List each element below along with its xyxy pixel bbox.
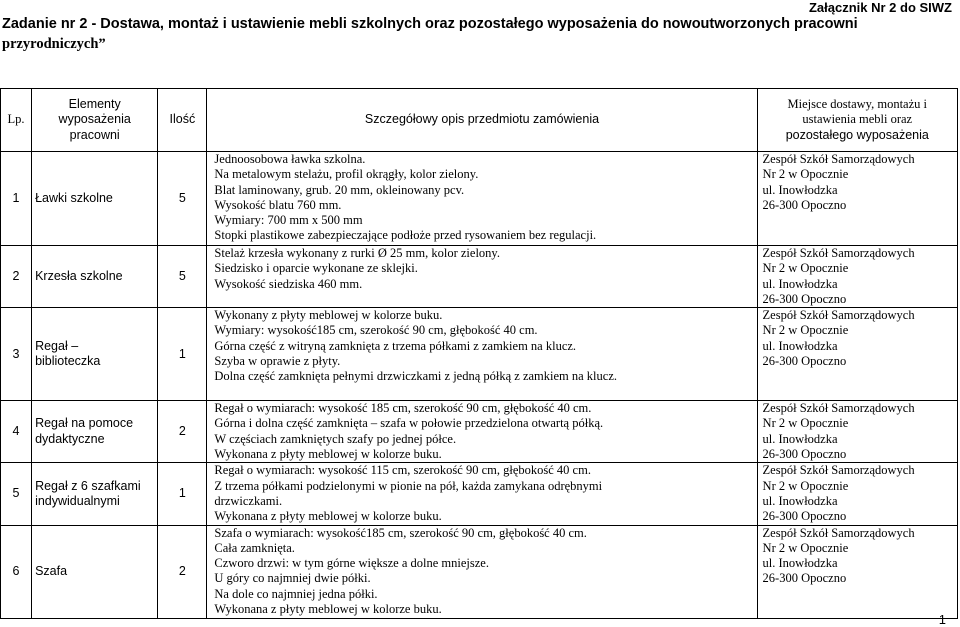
row-ilosc: 2 <box>158 525 207 618</box>
row-element-line: Regał z 6 szafkami <box>35 478 141 493</box>
row-opis-line: Szafa o wymiarach: wysokość185 cm, szerokość 90 cm, głębokość 40 cm. <box>214 525 587 540</box>
row-element <box>32 246 158 308</box>
row-opis-line: Wysokość siedziska 460 mm. <box>214 276 363 291</box>
row-opis-line: Szyba w oprawie z płyty. <box>214 354 341 369</box>
table-row <box>1 152 958 246</box>
row-miejsce <box>757 463 957 525</box>
table-row <box>1 525 958 618</box>
row-element-line: Regał – <box>35 338 79 353</box>
row-ilosc: 5 <box>158 152 207 246</box>
row-miejsce-line: 26-300 Opoczno <box>762 197 847 212</box>
row-miejsce-line: ul. Inowłodzka <box>762 276 838 291</box>
row-lp: 5 <box>1 463 32 525</box>
row-opis <box>207 463 757 525</box>
attachment-label: Załącznik Nr 2 do SIWZ <box>808 0 952 15</box>
row-opis-line: Górna część z witryną zamknięta z trzema półkami z zamkiem na klucz. <box>214 338 577 353</box>
row-opis-line: W częściach zamkniętych szafy po jednej półce. <box>214 431 457 446</box>
row-element-line: dydaktyczne <box>35 431 105 446</box>
row-opis-line: Cała zamknięta. <box>214 540 295 555</box>
row-opis-line: Górna i dolna część zamknięta – szafa w połowie przedzielona otwartą półką. <box>214 416 604 431</box>
header-ilosc: Ilość <box>158 89 207 152</box>
row-miejsce-line: Nr 2 w Opocznie <box>762 323 849 338</box>
row-opis-line: Wykonana z płyty meblowej w kolorze buku. <box>214 447 442 462</box>
table-row <box>1 463 958 525</box>
row-opis-line: Blat laminowany, grub. 20 mm, okleinowany pcv. <box>214 182 465 197</box>
row-opis <box>207 246 757 308</box>
row-miejsce-line: ul. Inowłodzka <box>762 182 838 197</box>
row-miejsce-line: Zespół Szkół Samorządowych <box>762 308 915 323</box>
furniture-table <box>0 88 958 619</box>
row-miejsce <box>757 308 957 401</box>
row-miejsce-line: Nr 2 w Opocznie <box>762 478 849 493</box>
header-elementy-line: Elementy <box>68 97 121 112</box>
row-miejsce-line: Zespół Szkół Samorządowych <box>762 246 915 260</box>
header-miejsce-line: Miejsce dostawy, montażu i <box>787 97 927 112</box>
row-ilosc: 1 <box>158 308 207 401</box>
title-line-2: przyrodniczych” <box>2 36 106 52</box>
document-title <box>2 14 952 54</box>
row-element <box>32 463 158 525</box>
table-row <box>1 246 958 308</box>
row-miejsce-line: 26-300 Opoczno <box>762 354 847 369</box>
row-miejsce-line: ul. Inowłodzka <box>762 556 838 571</box>
table-row <box>1 308 958 401</box>
row-opis <box>207 401 757 463</box>
header-elementy <box>32 89 158 152</box>
row-opis-line: Wykonana z płyty meblowej w kolorze buku. <box>214 602 442 617</box>
page-number: 1 <box>938 612 946 627</box>
row-element <box>32 308 158 401</box>
row-lp: 1 <box>1 152 32 246</box>
row-ilosc: 5 <box>158 246 207 308</box>
row-opis-line: Wymiary: 700 mm x 500 mm <box>214 213 363 228</box>
row-miejsce <box>757 401 957 463</box>
row-miejsce <box>757 525 957 618</box>
row-opis-line: Na metalowym stelażu, profil okrągły, kolor zielony. <box>214 167 479 182</box>
row-opis-line: drzwiczkami. <box>214 493 283 508</box>
row-opis <box>207 152 757 246</box>
row-element <box>32 525 158 618</box>
row-opis-line: Wykonana z płyty meblowej w kolorze buku. <box>214 509 442 524</box>
table-row <box>1 401 958 463</box>
row-opis-line: Regał o wymiarach: wysokość 185 cm, szerokość 90 cm, głębokość 40 cm. <box>214 401 592 416</box>
row-opis-line: Wysokość blatu 760 mm. <box>214 197 342 212</box>
row-element <box>32 152 158 246</box>
row-miejsce-line: ul. Inowłodzka <box>762 431 838 446</box>
header-opis: Szczegółowy opis przedmiotu zamówienia <box>207 89 757 152</box>
row-miejsce-line: Nr 2 w Opocznie <box>762 416 849 431</box>
row-lp: 4 <box>1 401 32 463</box>
row-miejsce-line: Nr 2 w Opocznie <box>762 167 849 182</box>
row-miejsce-line: Zespół Szkół Samorządowych <box>762 463 915 478</box>
title-line-1: Zadanie nr 2 - Dostawa, montaż i ustawienie mebli szkolnych oraz pozostałego wyposażenia do nowoutworzonych pracowni <box>2 16 858 32</box>
row-miejsce-line: Zespół Szkół Samorządowych <box>762 525 915 540</box>
row-opis-line: Jednoosobowa ławka szkolna. <box>214 152 366 166</box>
row-opis-line: Siedzisko i oparcie wykonane ze sklejki. <box>214 261 418 276</box>
row-opis <box>207 308 757 401</box>
header-elementy-line: wyposażenia <box>58 112 131 127</box>
row-miejsce-line: ul. Inowłodzka <box>762 338 838 353</box>
header-miejsce <box>757 89 957 152</box>
row-opis-line: Wymiary: wysokość185 cm, szerokość 90 cm, głębokość 40 cm. <box>214 323 538 338</box>
header-miejsce-line: ustawienia mebli oraz <box>802 112 913 127</box>
row-opis-line: Z trzema półkami podzielonymi w pionie na pół, każda zamykana odrębnymi <box>214 478 603 493</box>
row-ilosc: 2 <box>158 401 207 463</box>
row-miejsce-line: 26-300 Opoczno <box>762 571 847 586</box>
row-element-line: Szafa <box>35 563 68 578</box>
row-miejsce-line: Zespół Szkół Samorządowych <box>762 152 915 166</box>
row-miejsce <box>757 246 957 308</box>
row-ilosc: 1 <box>158 463 207 525</box>
row-opis-line: Na dole co najmniej jedna półki. <box>214 586 378 601</box>
table-header-row <box>1 89 958 152</box>
row-element-line: biblioteczka <box>35 354 101 369</box>
row-element-line: Regał na pomoce <box>35 416 134 431</box>
row-opis-line: Dolna część zamknięta pełnymi drzwiczkami z jedną półką z zamkiem na klucz. <box>214 369 618 384</box>
row-element-line: indywidualnymi <box>35 493 120 508</box>
header-miejsce-line: pozostałego wyposażenia <box>785 127 929 142</box>
row-miejsce-line: Zespół Szkół Samorządowych <box>762 401 915 416</box>
row-lp: 6 <box>1 525 32 618</box>
row-lp: 3 <box>1 308 32 401</box>
row-element-line: Ławki szkolne <box>35 190 113 205</box>
row-opis-line: Stelaż krzesła wykonany z rurki Ø 25 mm, kolor zielony. <box>214 246 500 260</box>
row-element <box>32 401 158 463</box>
row-miejsce-line: 26-300 Opoczno <box>762 509 847 524</box>
header-lp: Lp. <box>1 89 32 152</box>
header-elementy-line: pracowni <box>69 127 120 142</box>
row-opis <box>207 525 757 618</box>
row-miejsce <box>757 152 957 246</box>
row-miejsce-line: ul. Inowłodzka <box>762 493 838 508</box>
row-miejsce-line: 26-300 Opoczno <box>762 291 847 306</box>
row-opis-line: Regał o wymiarach: wysokość 115 cm, szerokość 90 cm, głębokość 40 cm. <box>214 463 591 478</box>
row-miejsce-line: Nr 2 w Opocznie <box>762 261 849 276</box>
row-opis-line: Wykonany z płyty meblowej w kolorze buku. <box>214 308 443 323</box>
row-opis-line: Stopki plastikowe zabezpieczające podłoże przed rysowaniem bez regulacji. <box>214 228 597 243</box>
row-opis-line: U góry co najmniej dwie półki. <box>214 571 371 586</box>
row-opis-line: Czworo drzwi: w tym górne większe a dolne mniejsze. <box>214 556 489 571</box>
row-lp: 2 <box>1 246 32 308</box>
row-miejsce-line: 26-300 Opoczno <box>762 447 847 462</box>
row-element-line: Krzesła szkolne <box>35 268 123 283</box>
row-miejsce-line: Nr 2 w Opocznie <box>762 540 849 555</box>
